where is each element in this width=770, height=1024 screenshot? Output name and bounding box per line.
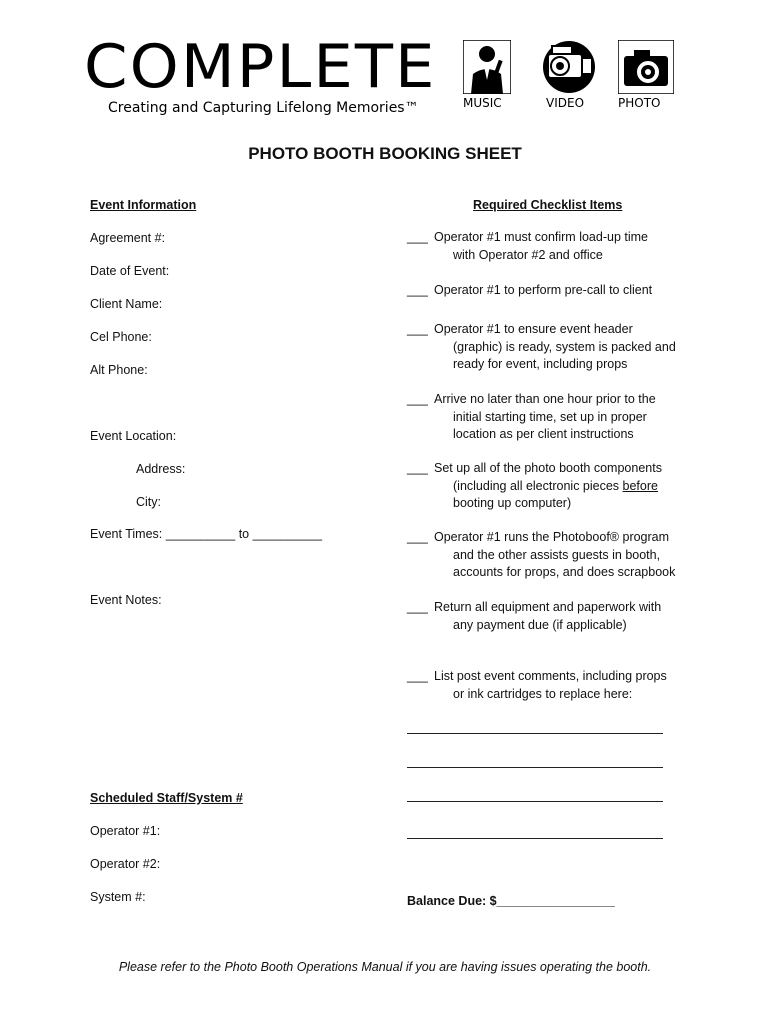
event-notes-label: Event Notes: bbox=[90, 593, 162, 607]
checklist-text: accounts for props, and does scrapbook bbox=[453, 565, 676, 579]
city-label: City: bbox=[136, 495, 161, 509]
comment-line[interactable] bbox=[407, 767, 663, 768]
checklist-text: Operator #1 to perform pre-call to client bbox=[434, 283, 653, 297]
checkbox-blank: ___ bbox=[407, 669, 428, 683]
client-name-label: Client Name: bbox=[90, 297, 163, 311]
checkbox-blank: ___ bbox=[407, 230, 428, 244]
photo-label: PHOTO bbox=[618, 96, 661, 110]
balance-due-label: Balance Due: $_________________ bbox=[407, 894, 615, 908]
checklist-text: ready for event, including props bbox=[453, 357, 628, 371]
operator-1-label: Operator #1: bbox=[90, 824, 161, 838]
event-times-label: Event Times: __________ to __________ bbox=[90, 527, 323, 541]
checklist-text: (including all electronic pieces bbox=[453, 478, 623, 493]
photo-icon bbox=[618, 40, 674, 94]
music-service bbox=[463, 36, 523, 116]
alt-phone-label: Alt Phone: bbox=[90, 363, 148, 377]
checklist-text: Arrive no later than one hour prior to the bbox=[434, 392, 656, 406]
checklist-text: or ink cartridges to replace here: bbox=[453, 686, 633, 701]
agreement-label: Agreement #: bbox=[90, 231, 166, 245]
page-title: PHOTO BOOTH BOOKING SHEET bbox=[248, 144, 522, 163]
checkbox-blank: ___ bbox=[407, 461, 428, 475]
video-label: VIDEO bbox=[546, 96, 585, 110]
comment-line[interactable] bbox=[407, 801, 663, 802]
staff-heading: Scheduled Staff/System # bbox=[90, 791, 243, 805]
service-icons bbox=[463, 36, 678, 116]
checklist-heading: Required Checklist Items bbox=[473, 198, 623, 212]
checklist-text: initial starting time, set up in proper bbox=[453, 409, 647, 424]
event-date-label: Date of Event: bbox=[90, 264, 170, 278]
brand-logo bbox=[84, 32, 444, 116]
checkbox-blank: ___ bbox=[407, 392, 428, 406]
brand-wordmark: COMPLETE bbox=[84, 32, 437, 102]
event-location-label: Event Location: bbox=[90, 429, 177, 443]
cel-phone-label: Cel Phone: bbox=[90, 330, 152, 344]
checklist-text: location as per client instructions bbox=[453, 427, 634, 441]
music-icon bbox=[463, 40, 511, 94]
checklist-text: booting up computer) bbox=[453, 496, 572, 510]
video-icon bbox=[538, 40, 600, 94]
comment-line[interactable] bbox=[407, 838, 663, 839]
comment-line[interactable] bbox=[407, 733, 663, 734]
brand-tagline: Creating and Capturing Lifelong Memories™ bbox=[108, 100, 419, 116]
checklist-text: List post event comments, including props bbox=[434, 669, 667, 683]
emphasis-word: before bbox=[622, 478, 658, 493]
photo-service bbox=[618, 36, 678, 116]
checklist-text: Return all equipment and paperwork with bbox=[434, 600, 662, 614]
footer-note: Please refer to the Photo Booth Operations Manual if you are having issues operating the booth. bbox=[118, 960, 652, 974]
checklist-text: Set up all of the photo booth components bbox=[434, 461, 662, 475]
checklist-text: with Operator #2 and office bbox=[453, 247, 603, 262]
operator-2-label: Operator #2: bbox=[90, 857, 161, 871]
checklist-text: Operator #1 must confirm load-up time bbox=[434, 230, 648, 244]
checklist-text: Operator #1 runs the Photoboof® program bbox=[434, 530, 670, 544]
address-label: Address: bbox=[136, 462, 186, 476]
system-number-label: System #: bbox=[90, 890, 146, 904]
music-label: MUSIC bbox=[463, 96, 502, 110]
checklist-text: and the other assists guests in booth, bbox=[453, 547, 661, 562]
checkbox-blank: ___ bbox=[407, 600, 428, 614]
checklist-text: any payment due (if applicable) bbox=[453, 617, 627, 632]
checklist-text: Operator #1 to ensure event header bbox=[434, 322, 633, 336]
video-service bbox=[538, 36, 598, 116]
checkbox-blank: ___ bbox=[407, 530, 428, 544]
event-info-heading: Event Information bbox=[90, 198, 197, 212]
checkbox-blank: ___ bbox=[407, 322, 428, 336]
checklist-text: (graphic) is ready, system is packed and bbox=[453, 339, 676, 354]
checkbox-blank: ___ bbox=[407, 283, 428, 297]
